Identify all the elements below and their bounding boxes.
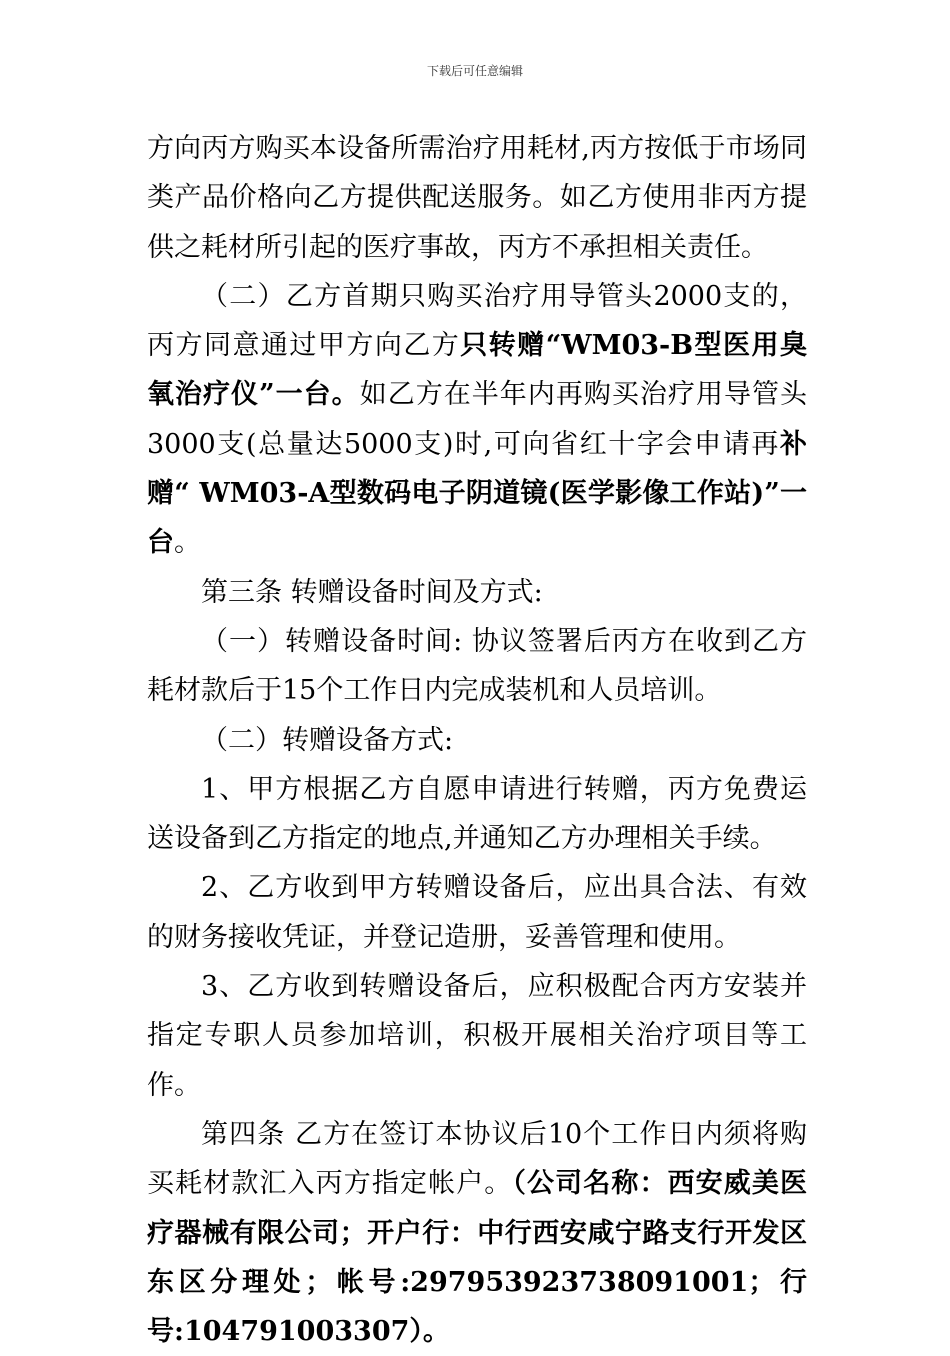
text-run: 2、乙方收到甲方转赠设备后，应出具合法、有效的财务接收凭证，并登记造册，妥善管理和使用。	[147, 872, 807, 953]
text-run: 。	[174, 527, 201, 559]
article-three-heading	[147, 568, 807, 617]
list-item-3	[147, 962, 807, 1110]
paragraph-transfer-time	[147, 617, 807, 716]
paragraph-transfer-method-heading	[147, 716, 807, 765]
list-item-2	[147, 863, 807, 962]
text-run: 如乙方在半年内再购买治疗用导管头3000支(总量达5000支)时,可向省红十字会申请再	[147, 379, 808, 460]
text-run: 3、乙方收到转赠设备后，应积极配合丙方安装并指定专职人员参加培训，积极开展相关治疗项目等工作。	[147, 971, 807, 1101]
text-run-bold: 补赠“ WM03-A型数码电子阴道镜(医学影像工作站)”一台	[147, 428, 807, 559]
article-four	[147, 1110, 807, 1356]
text-run: （二）乙方首期只购买治疗用导管头2000支的，丙方同意通过甲方向乙方	[147, 280, 807, 362]
text-run: 第四条 乙方在签订本协议后10个工作日内须将购买耗材款汇入丙方指定帐户。	[147, 1118, 807, 1200]
paragraph-consumables	[147, 124, 807, 272]
text-run: 1、甲方根据乙方自愿申请进行转赠，丙方免费运送设备到乙方指定的地点,并通知乙方办理相关手续。	[147, 773, 807, 855]
page-header: 下载后可任意编辑	[426, 64, 523, 78]
paragraph-first-purchase	[147, 272, 807, 568]
list-item-1	[147, 765, 807, 864]
document-body	[147, 124, 807, 1356]
text-run-bold: 只转赠“WM03-B型医用臭氧治疗仪”一台。	[147, 330, 808, 411]
text-run-bold: （公司名称：西安威美医疗器械有限公司；开户行：中行西安咸宁路支行开发区东区分理处；帐号:297953923738091001；行号:104791003307）。	[147, 1168, 808, 1348]
text-run: 第三条 转赠设备时间及方式:	[201, 576, 543, 608]
text-run: 方向丙方购买本设备所需治疗用耗材,丙方按低于市场同类产品价格向乙方提供配送服务。如乙方使用非丙方提供之耗材所引起的医疗事故，丙方不承担相关责任。	[147, 133, 807, 263]
text-run: （一）转赠设备时间: 协议签署后丙方在收到乙方耗材款后于15个工作日内完成装机和人员培训。	[147, 625, 807, 707]
text-run: （二）转赠设备方式:	[201, 724, 454, 756]
